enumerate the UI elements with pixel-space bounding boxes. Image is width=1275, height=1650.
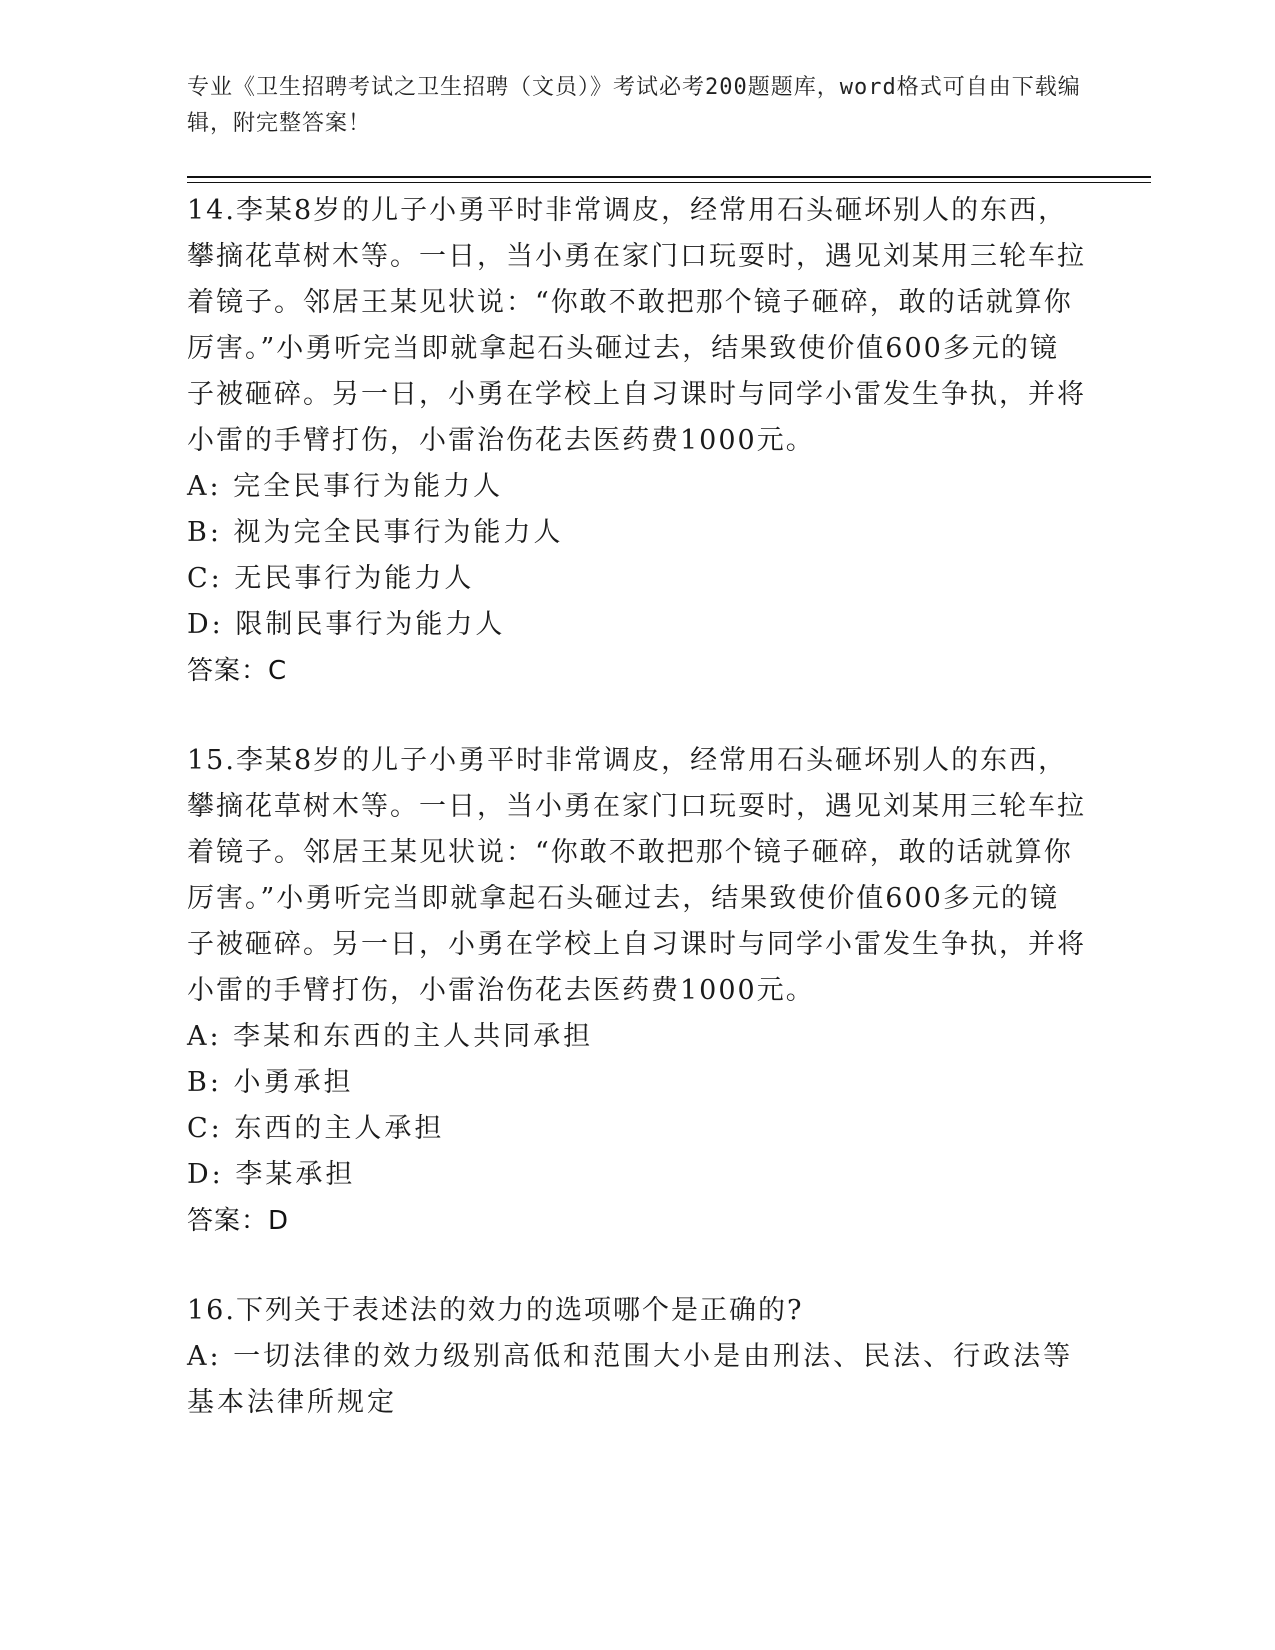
question-16: [187, 1288, 1087, 1426]
answer-label: 答案：C: [187, 656, 288, 686]
question-14: [187, 188, 1087, 694]
question-spacer: [187, 694, 1087, 738]
option-a: A: 李某和东西的主人共同承担: [187, 1021, 594, 1052]
option-d: D: 李某承担: [187, 1159, 356, 1190]
option-c: C: 东西的主人承担: [187, 1113, 445, 1144]
option-a: A: 一切法律的效力级别高低和范围大小是由刑法、民法、行政法等基本法律所规定: [187, 1341, 1074, 1418]
option-b: B: 视为完全民事行为能力人: [187, 517, 564, 548]
header-divider-thick: [187, 176, 1151, 178]
question-15: [187, 738, 1087, 1244]
option-d: D: 限制民事行为能力人: [187, 609, 506, 640]
option-b: B: 小勇承担: [187, 1067, 354, 1098]
document-body: [187, 188, 1087, 1426]
question-spacer: [187, 1244, 1087, 1288]
question-stem: 15.李某8岁的儿子小勇平时非常调皮，经常用石头砸坏别人的东西，攀摘花草树木等。一日，当小勇在家门口玩耍时，遇见刘某用三轮车拉着镜子。邻居王某见状说：“你敢不敢把那个镜子砸碎，敢的话就算你厉害。”小勇听完当即就拿起石头砸过去，结果致使价值600多元的镜子被砸碎。另一日，小勇在学校上自习课时与同学小雷发生争执，并将小雷的手臂打伤，小雷治伤花去医药费1000元。: [187, 745, 1086, 1006]
option-a: A: 完全民事行为能力人: [187, 471, 504, 502]
document-header: 专业《卫生招聘考试之卫生招聘（文员）》考试必考200题题库，word格式可自由下载编辑，附完整答案！: [187, 75, 1081, 136]
option-c: C: 无民事行为能力人: [187, 563, 475, 594]
question-stem: 14.李某8岁的儿子小勇平时非常调皮，经常用石头砸坏别人的东西，攀摘花草树木等。一日，当小勇在家门口玩耍时，遇见刘某用三轮车拉着镜子。邻居王某见状说：“你敢不敢把那个镜子砸碎，敢的话就算你厉害。”小勇听完当即就拿起石头砸过去，结果致使价值600多元的镜子被砸碎。另一日，小勇在学校上自习课时与同学小雷发生争执，并将小雷的手臂打伤，小雷治伤花去医药费1000元。: [187, 195, 1086, 456]
question-stem: 16.下列关于表述法的效力的选项哪个是正确的?: [187, 1295, 804, 1326]
answer-label: 答案：D: [187, 1206, 290, 1236]
header-divider-thin: [187, 182, 1151, 183]
